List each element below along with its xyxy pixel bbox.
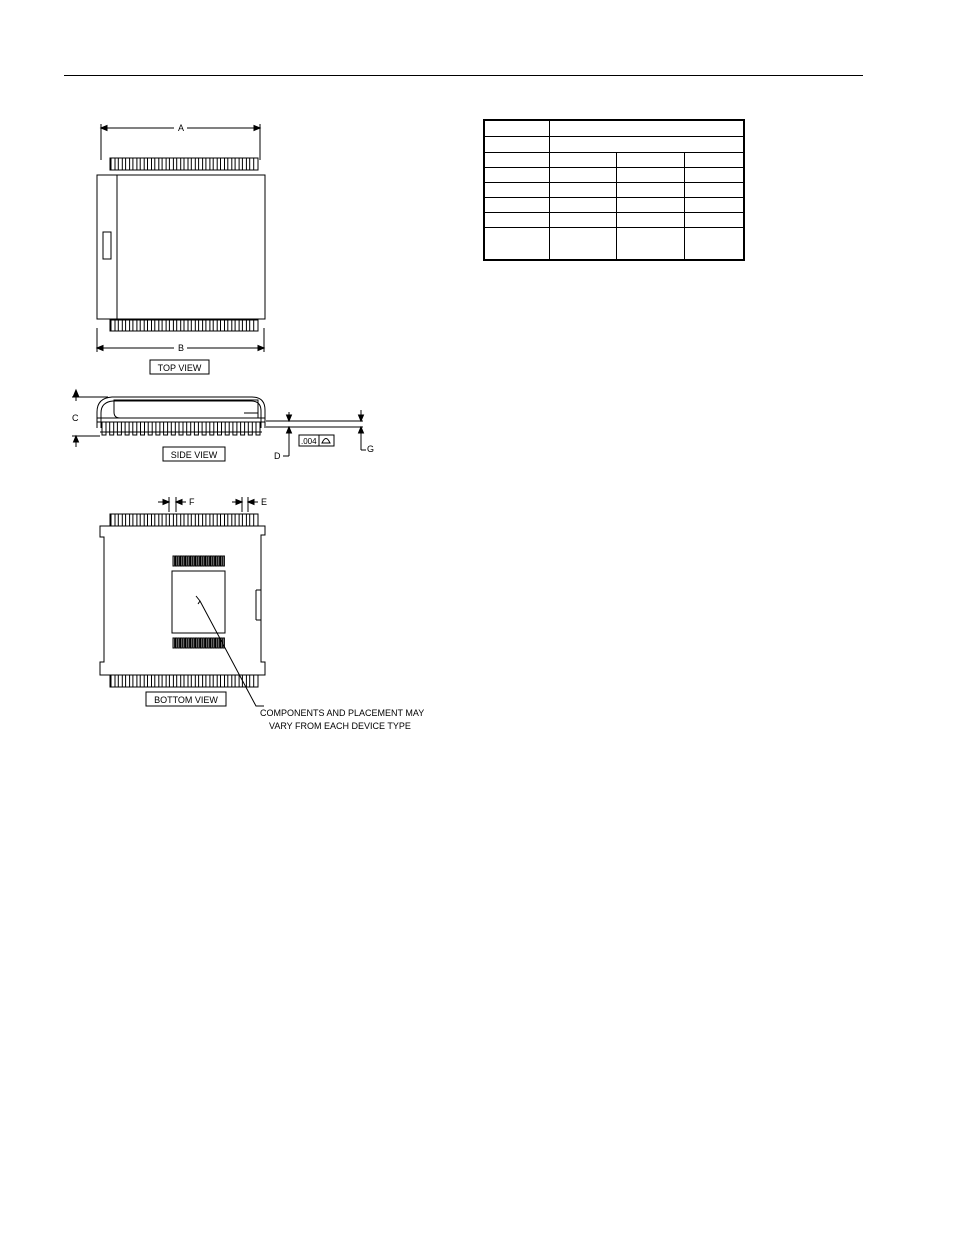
- table-cell: [550, 212, 617, 227]
- pin-outline: [140, 675, 144, 687]
- dimension-d-label: D: [274, 451, 281, 461]
- table-cell: [484, 197, 550, 212]
- component-pins-bottom: [173, 638, 224, 648]
- pin-outline: [177, 675, 181, 687]
- pin-outline: [126, 675, 130, 687]
- pin-outline: [178, 638, 179, 648]
- pin-outline: [169, 320, 173, 331]
- pin-outline: [221, 158, 225, 170]
- dimension-c-label: C: [72, 413, 79, 423]
- pin-outline: [201, 638, 202, 648]
- pin-outline: [164, 422, 168, 435]
- pin-outline: [140, 514, 144, 526]
- pin-outline: [242, 320, 246, 331]
- pin-outline: [148, 320, 152, 331]
- pin-outline: [181, 638, 182, 648]
- pin-outline: [188, 556, 189, 566]
- pin-outline: [184, 158, 188, 170]
- pin-outline: [162, 158, 166, 170]
- pin-outline: [221, 320, 225, 331]
- pin-outline: [171, 422, 175, 435]
- pin-outline: [184, 514, 188, 526]
- pin-outline: [216, 556, 217, 566]
- pin-outline: [235, 675, 239, 687]
- pin-outline: [169, 514, 173, 526]
- table-cell: [685, 212, 745, 227]
- pin-outline: [228, 514, 232, 526]
- table-cell: [685, 182, 745, 197]
- table-row: [484, 167, 744, 182]
- pin-outline: [176, 638, 177, 648]
- pin-outline: [211, 556, 212, 566]
- pin-outline: [203, 556, 204, 566]
- pin-outline: [140, 320, 144, 331]
- pin-outline: [218, 638, 219, 648]
- pin-outline: [242, 514, 246, 526]
- pin-outline: [118, 675, 122, 687]
- table-cell: [617, 152, 685, 167]
- pin-outline: [248, 422, 252, 435]
- pin-outline: [183, 556, 184, 566]
- pin-outline: [213, 514, 217, 526]
- pin-outline: [148, 158, 152, 170]
- table-cell: [685, 167, 745, 182]
- pin-outline: [133, 158, 137, 170]
- pin-outline: [256, 422, 260, 435]
- pin-outline: [206, 638, 207, 648]
- table-cell: [685, 197, 745, 212]
- table-cell: [617, 227, 685, 260]
- pin-outline: [186, 638, 187, 648]
- dimension-f-label: F: [189, 497, 195, 507]
- pin-outline: [233, 422, 237, 435]
- pin-outline: [250, 514, 254, 526]
- pin-outline: [198, 556, 199, 566]
- table-row: [484, 212, 744, 227]
- pin-outline: [118, 514, 122, 526]
- pin-outline: [126, 158, 130, 170]
- pin-outline: [155, 514, 159, 526]
- pin-outline: [211, 638, 212, 648]
- pin-outline: [203, 638, 204, 648]
- pin-outline: [242, 158, 246, 170]
- bottom-view-bottom-pin-row: [111, 675, 254, 687]
- pin-outline: [210, 422, 214, 435]
- dimension-e-label: E: [261, 497, 268, 507]
- pin-outline: [206, 556, 207, 566]
- pin-outline: [250, 320, 254, 331]
- pin-outline: [141, 422, 145, 435]
- pin-outline: [117, 422, 121, 435]
- table-cell: [685, 227, 745, 260]
- pin-outline: [155, 320, 159, 331]
- pin-outline: [223, 556, 224, 566]
- pin-outline: [162, 675, 166, 687]
- pin-outline: [216, 638, 217, 648]
- pin-outline: [188, 638, 189, 648]
- table-row: [484, 152, 744, 167]
- table-row: [484, 136, 744, 152]
- dimension-a-label: A: [177, 123, 185, 133]
- pin-outline: [250, 158, 254, 170]
- pin-outline: [206, 320, 210, 331]
- pin-outline: [177, 320, 181, 331]
- table-cell: [617, 212, 685, 227]
- pin-outline: [199, 675, 203, 687]
- pin-outline: [176, 556, 177, 566]
- pin-outline: [110, 422, 114, 435]
- dimension-g-label: G: [367, 444, 375, 454]
- pin-outline: [102, 422, 106, 435]
- pin-outline: [213, 158, 217, 170]
- table-cell: [484, 212, 550, 227]
- pin-outline: [208, 556, 209, 566]
- pin-outline: [250, 675, 254, 687]
- pin-outline: [213, 556, 214, 566]
- pin-outline: [196, 638, 197, 648]
- bottom-view: [100, 497, 268, 706]
- pin-outline: [213, 675, 217, 687]
- pin-outline: [111, 158, 115, 170]
- pin-outline: [148, 514, 152, 526]
- table-cell: [550, 197, 617, 212]
- pin-outline: [125, 422, 129, 435]
- pin-outline: [177, 514, 181, 526]
- pin-outline: [184, 675, 188, 687]
- side-pin-row: [102, 422, 260, 435]
- side-view: [72, 390, 366, 461]
- pin-outline: [228, 675, 232, 687]
- pin-outline: [235, 320, 239, 331]
- pin-outline: [241, 422, 245, 435]
- table-cell: [484, 167, 550, 182]
- pin-outline: [198, 638, 199, 648]
- pin-outline: [221, 556, 222, 566]
- table-cell: [484, 227, 550, 260]
- table-cell: [550, 182, 617, 197]
- table-cell: [550, 152, 617, 167]
- table-cell: [550, 136, 745, 152]
- pin-outline: [169, 675, 173, 687]
- component-pins-top: [173, 556, 224, 566]
- pin-outline: [126, 514, 130, 526]
- pin-outline: [193, 556, 194, 566]
- pin-outline: [173, 638, 174, 648]
- table-row: [484, 120, 744, 136]
- pin-outline: [235, 158, 239, 170]
- pin-outline: [218, 556, 219, 566]
- pin-outline: [187, 422, 191, 435]
- pin-outline: [148, 422, 152, 435]
- table-row: [484, 182, 744, 197]
- pin-outline: [191, 514, 195, 526]
- pin-outline: [133, 675, 137, 687]
- table-cell: [617, 167, 685, 182]
- table-cell: [484, 136, 550, 152]
- pin-outline: [181, 556, 182, 566]
- table-cell: [617, 182, 685, 197]
- pin-outline: [133, 422, 137, 435]
- pin-outline: [221, 675, 225, 687]
- pin-outline: [111, 675, 115, 687]
- pin-outline: [162, 514, 166, 526]
- pin-outline: [191, 320, 195, 331]
- component-note-line-2: VARY FROM EACH DEVICE TYPE: [269, 721, 411, 731]
- pin-outline: [228, 320, 232, 331]
- dimension-b-label: B: [177, 343, 185, 353]
- bottom-view-label: BOTTOM VIEW: [154, 695, 218, 705]
- pin-outline: [155, 158, 159, 170]
- pin-outline: [206, 675, 210, 687]
- pin-outline: [111, 514, 115, 526]
- side-view-label: SIDE VIEW: [170, 450, 218, 460]
- pin-outline: [193, 638, 194, 648]
- bottom-pin-row: [111, 320, 254, 331]
- pin-outline: [183, 638, 184, 648]
- pin-outline: [199, 514, 203, 526]
- pin-outline: [191, 556, 192, 566]
- pin-outline: [169, 158, 173, 170]
- dimension-table: [483, 119, 745, 261]
- table-cell: [550, 167, 617, 182]
- pin-outline: [155, 675, 159, 687]
- component-note-line-1: COMPONENTS AND PLACEMENT MAY: [260, 708, 425, 718]
- bottom-view-top-pin-row: [111, 514, 254, 526]
- pin-outline: [199, 320, 203, 331]
- pin-outline: [118, 158, 122, 170]
- table-cell: [484, 152, 550, 167]
- pin-outline: [184, 320, 188, 331]
- pin-outline: [140, 158, 144, 170]
- pin-outline: [208, 638, 209, 648]
- pin-outline: [191, 675, 195, 687]
- table-cell: [685, 152, 745, 167]
- pin-outline: [133, 514, 137, 526]
- pin-outline: [156, 422, 160, 435]
- pin-outline: [191, 638, 192, 648]
- pin-outline: [173, 556, 174, 566]
- top-view: [97, 124, 265, 374]
- pin-outline: [213, 320, 217, 331]
- pin-outline: [206, 158, 210, 170]
- pin-outline: [162, 320, 166, 331]
- pin-outline: [148, 675, 152, 687]
- table-cell: [484, 182, 550, 197]
- table-row: [484, 197, 744, 212]
- pin-outline: [213, 638, 214, 648]
- pin-outline: [126, 320, 130, 331]
- table-cell: [617, 197, 685, 212]
- pin-outline: [196, 556, 197, 566]
- table-cell: [484, 120, 550, 136]
- pin-outline: [178, 556, 179, 566]
- pin-outline: [186, 556, 187, 566]
- table-cell: [550, 120, 745, 136]
- pin-outline: [179, 422, 183, 435]
- table-cell: [550, 227, 617, 260]
- pin-outline: [218, 422, 222, 435]
- pin-outline: [118, 320, 122, 331]
- pin-outline: [199, 158, 203, 170]
- pin-outline: [194, 422, 198, 435]
- top-view-label: TOP VIEW: [157, 363, 202, 373]
- pin-outline: [221, 514, 225, 526]
- pin-outline: [177, 158, 181, 170]
- flatness-value: .004: [301, 437, 317, 446]
- pin-outline: [225, 422, 229, 435]
- pin-outline: [201, 556, 202, 566]
- pin-outline: [202, 422, 206, 435]
- pin-outline: [133, 320, 137, 331]
- pin-outline: [235, 514, 239, 526]
- pin-outline: [191, 158, 195, 170]
- pin-outline: [228, 158, 232, 170]
- pin-outline: [111, 320, 115, 331]
- table-row: [484, 227, 744, 260]
- pin-outline: [206, 514, 210, 526]
- top-pin-row: [111, 158, 254, 170]
